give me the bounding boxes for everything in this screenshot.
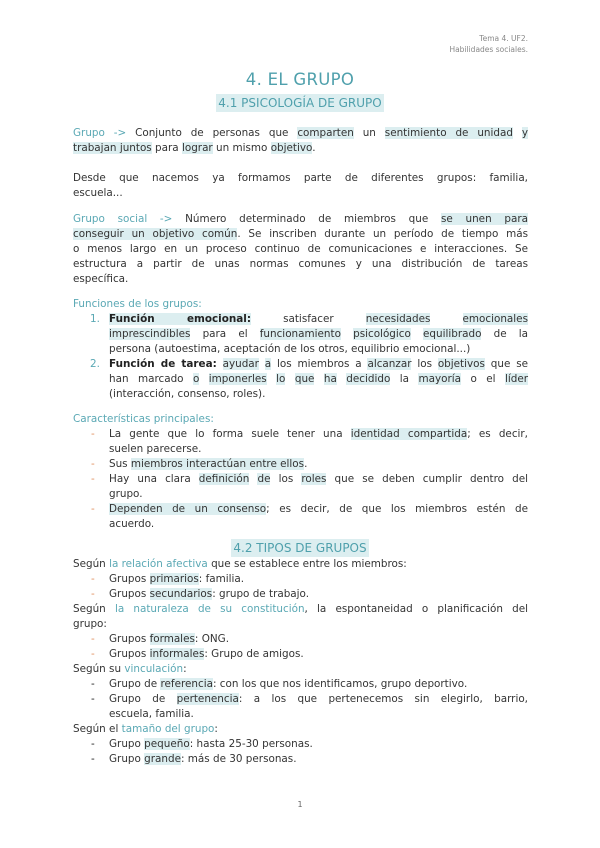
grupo-social-line1: Grupo social -> Número determinado de miembros que se unen para: [73, 213, 528, 225]
tipos-s4-pequeno: Grupo pequeño: hasta 25-30 personas.: [109, 738, 313, 750]
term-grupo-social: Grupo social ->: [73, 213, 173, 225]
bullet-dash: -: [91, 753, 95, 765]
desde-line1: Desde que nacemos ya formamos parte de diferentes grupos: familia,: [73, 172, 528, 184]
bullet-dash: -: [91, 648, 95, 660]
funciones-heading: Funciones de los grupos:: [73, 298, 202, 310]
header-subject: Habilidades sociales.: [449, 45, 528, 54]
grupo-social-line4: estructura a partir de unas normas comunes y una distribución de tareas: [73, 258, 528, 270]
bullet-dash: -: [91, 633, 95, 645]
grupo-social-line5: específica.: [73, 273, 129, 285]
bullet-dash: -: [91, 473, 95, 485]
tipos-s2-formales: Grupos formales: ONG.: [109, 633, 230, 645]
section-heading-4-2: 4.2 TIPOS DE GRUPOS: [233, 541, 367, 555]
term-grupo: Grupo ->: [73, 127, 127, 139]
tipos-s4: Según el tamaño del grupo:: [73, 723, 218, 735]
list-number-1: 1.: [90, 313, 100, 325]
desde-line2: escuela...: [73, 187, 123, 199]
caract-1-line2: suelen parecerse.: [109, 443, 202, 455]
tipos-s3-pertenencia-line1: Grupo de pertenencia: a los que pertenecemos sin elegirlo, barrio,: [109, 693, 528, 705]
funcion-tarea-line1: Función de tarea: ayudar a los miembros a alcanzar los objetivos que se: [109, 358, 529, 370]
caract-3-line1: Hay una clara definición de los roles que se deben cumplir dentro del: [109, 473, 528, 485]
caracteristicas-heading: Características principales:: [73, 413, 214, 425]
tipos-s2-line2: grupo:: [73, 618, 107, 630]
grupo-social-line2: conseguir un objetivo común. Se inscriben durante un período de tiempo más: [73, 228, 528, 240]
grupo-def-line2: trabajan juntos para lograr un mismo objetivo.: [73, 142, 316, 154]
header-topic: Tema 4. UF2.: [479, 34, 528, 43]
grupo-social-line3: o menos largo en un proceso continuo de comunicaciones e interacciones. Se: [73, 243, 528, 255]
caract-4-line1: Dependen de un consenso; es decir, de que los miembros estén de: [109, 503, 528, 515]
caract-1-line1: La gente que lo forma suele tener una identidad compartida; es decir,: [109, 428, 528, 440]
tipos-s1-secundarios: Grupos secundarios: grupo de trabajo.: [109, 588, 310, 600]
bullet-dash: -: [91, 503, 95, 515]
bullet-dash: -: [91, 678, 95, 690]
list-number-2: 2.: [90, 358, 100, 370]
funcion-emocional-line2: imprescindibles para el funcionamiento psicológico equilibrado de la: [109, 328, 528, 340]
bullet-dash: -: [91, 428, 95, 440]
bullet-dash: -: [91, 693, 95, 705]
caract-3-line2: grupo.: [109, 488, 143, 500]
caract-2: Sus miembros interactúan entre ellos.: [109, 458, 308, 470]
funcion-tarea-line2: han marcado o imponerles lo que ha decidido la mayoría o el líder: [109, 373, 529, 385]
tipos-s3-pertenencia-line2: escuela, familia.: [109, 708, 194, 720]
running-header: [449, 33, 528, 55]
tipos-s3: Según su vinculación:: [73, 663, 187, 675]
bullet-dash: -: [91, 458, 95, 470]
tipos-s2-line1: Según la naturaleza de su constitución, la espontaneidad o planificación del: [73, 603, 528, 615]
bullet-dash: -: [91, 588, 95, 600]
section-heading-4-1: 4.1 PSICOLOGÍA DE GRUPO: [218, 96, 382, 110]
bullet-dash: -: [91, 573, 95, 585]
page-number: 1: [297, 800, 303, 809]
bullet-dash: -: [91, 738, 95, 750]
tipos-s1-primarios: Grupos primarios: familia.: [109, 573, 245, 585]
tipos-s1: Según la relación afectiva que se establece entre los miembros:: [73, 558, 407, 570]
tipos-s3-referencia: Grupo de referencia: con los que nos identificamos, grupo deportivo.: [109, 678, 468, 690]
grupo-def-line1: Grupo -> Conjunto de personas que comparten un sentimiento de unidad y: [73, 127, 529, 139]
funcion-tarea-line3: (interacción, consenso, roles).: [109, 388, 266, 400]
funcion-emocional-line3: persona (autoestima, aceptación de los otros, equilibrio emocional...): [109, 343, 471, 355]
tipos-s4-grande: Grupo grande: más de 30 personas.: [109, 753, 297, 765]
page-title: 4. EL GRUPO: [245, 70, 355, 89]
funcion-emocional-line1: Función emocional: satisfacer necesidades emocionales: [109, 313, 528, 325]
tipos-s2-informales: Grupos informales: Grupo de amigos.: [109, 648, 304, 660]
caract-4-line2: acuerdo.: [109, 518, 155, 530]
